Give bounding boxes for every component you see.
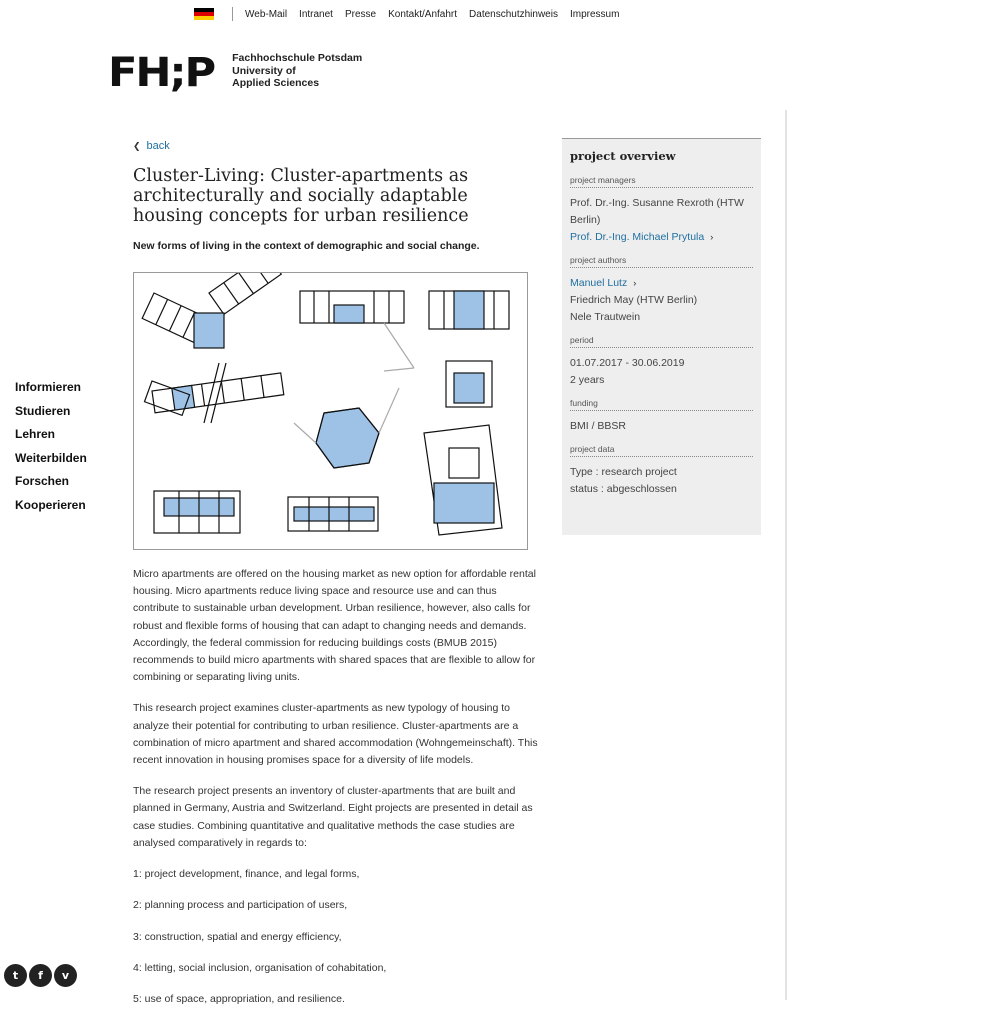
- funding-group: [570, 398, 753, 435]
- floor-plan-image: [133, 272, 528, 550]
- back-link[interactable]: [133, 140, 541, 152]
- funding-value: BMI / BBSR: [570, 420, 627, 432]
- top-link-webmail[interactable]: Web-Mail: [245, 8, 288, 20]
- period-group: [570, 335, 753, 389]
- nav-item-studieren[interactable]: Studieren: [15, 403, 71, 418]
- chevron-right-icon: ›: [633, 278, 637, 288]
- logo-line-3: Applied Sciences: [232, 77, 320, 89]
- period-dates: 01.07.2017 - 30.06.2019: [570, 357, 685, 369]
- author-lutz-label: Manuel Lutz: [570, 277, 628, 289]
- social-links: [4, 964, 79, 987]
- manager-rexroth: Prof. Dr.-Ing. Susanne Rexroth (HTW Berlin): [570, 197, 744, 226]
- project-type: Type : research project: [570, 466, 677, 478]
- body-paragraph-2: This research project examines cluster-apartments as new typology of housing to analyze their potential for contributing to urban resilience. Cluster-apartments are a combination of micro apartment and shared accommodation (Wohngemeinschaft). This recent innovation in housing promises space for a diversity of life models.: [133, 702, 538, 767]
- top-bar-divider: [232, 7, 233, 21]
- nav-item-forschen[interactable]: Forschen: [15, 474, 70, 488]
- top-link-intranet[interactable]: Intranet: [299, 8, 333, 20]
- manager-prytula-link[interactable]: [570, 231, 713, 243]
- facebook-icon[interactable]: f: [29, 964, 52, 987]
- period-duration: 2 years: [570, 374, 605, 386]
- project-authors-group: [570, 255, 753, 326]
- nav-item-weiterbilden[interactable]: Weiterbilden: [15, 450, 87, 465]
- twitter-icon[interactable]: t: [4, 964, 27, 987]
- project-data-label: project data: [570, 444, 753, 457]
- project-data-group: [570, 444, 753, 498]
- author-lutz-row: [570, 275, 753, 292]
- nav-item-kooperieren[interactable]: Kooperieren: [15, 497, 86, 512]
- list-item: 3: construction, spatial and energy efficiency,: [133, 930, 342, 943]
- list-item: 2: planning process and participation of users,: [133, 899, 348, 912]
- top-link-presse[interactable]: Presse: [344, 8, 377, 20]
- university-logo[interactable]: [108, 52, 362, 94]
- list-item: 5: use of space, appropriation, and resilience.: [133, 993, 345, 1006]
- list-item: 1: project development, finance, and legal forms,: [133, 868, 360, 881]
- project-status: status : abgeschlossen: [570, 483, 677, 495]
- logo-mark: FH;P: [108, 50, 214, 96]
- top-link-datenschutz[interactable]: Datenschutzhinweis: [469, 8, 558, 20]
- project-authors-label: project authors: [570, 255, 753, 268]
- logo-line-1: Fachhochschule Potsdam: [232, 52, 363, 64]
- project-managers-group: [570, 175, 753, 246]
- author-trautwein: Nele Trautwein: [570, 311, 641, 323]
- page-title: Cluster-Living: Cluster-apartments as architecturally and socially adaptable housing concepts for urban resilience: [133, 166, 469, 226]
- panel-title: project overview: [570, 149, 676, 163]
- main-navigation: [15, 380, 87, 521]
- top-link-impressum[interactable]: Impressum: [569, 8, 620, 20]
- author-may: Friedrich May (HTW Berlin): [570, 294, 698, 306]
- nav-item-lehren[interactable]: Lehren: [15, 427, 56, 441]
- nav-item-informieren[interactable]: Informieren: [15, 380, 82, 394]
- chevron-right-icon: ›: [710, 232, 714, 242]
- page-subtitle: New forms of living in the context of demographic and social change.: [133, 240, 480, 252]
- logo-text: [232, 52, 362, 90]
- logo-line-2: University of: [232, 64, 296, 77]
- manager-prytula-row: [570, 229, 753, 246]
- main-content: [133, 140, 541, 1023]
- manager-prytula-label: Prof. Dr.-Ing. Michael Prytula: [570, 231, 705, 243]
- vimeo-icon[interactable]: v: [54, 964, 77, 987]
- content-divider: [785, 110, 787, 1000]
- back-label: back: [146, 140, 170, 152]
- funding-label: funding: [570, 398, 753, 411]
- list-item: 4: letting, social inclusion, organisation of cohabitation,: [133, 961, 387, 974]
- top-bar: [194, 6, 631, 22]
- period-label: period: [570, 335, 753, 348]
- project-overview-panel: [562, 138, 761, 535]
- top-link-kontakt[interactable]: Kontakt/Anfahrt: [388, 8, 458, 20]
- body-paragraph-1: Micro apartments are offered on the housing market as new option for affordable rental housing. Micro apartments reduce living space and resource use and can thus contribute to sustainable urban development. Urban resilience, however, also calls for robust and flexible forms of housing that can adapt to changing needs and demands. Accordingly, the federal commission for reducing buildings costs (BMUB 2015) recommends to build micro apartments with shared spaces that are flexible to allow for combining or separating living units.: [133, 568, 536, 684]
- body-paragraph-3: The research project presents an inventory of cluster-apartments that are built and planned in Germany, Austria and Switzerland. Eight projects are presented in detail as case studies. Combining quantitative and qualitative methods the case studies are analysed comparatively in regards to:: [133, 785, 533, 849]
- floor-plans-drawing: [134, 273, 527, 549]
- author-lutz-link[interactable]: [570, 277, 636, 289]
- german-flag-icon[interactable]: [194, 8, 214, 20]
- project-managers-label: project managers: [570, 175, 753, 188]
- chevron-left-icon: ❮: [133, 140, 141, 151]
